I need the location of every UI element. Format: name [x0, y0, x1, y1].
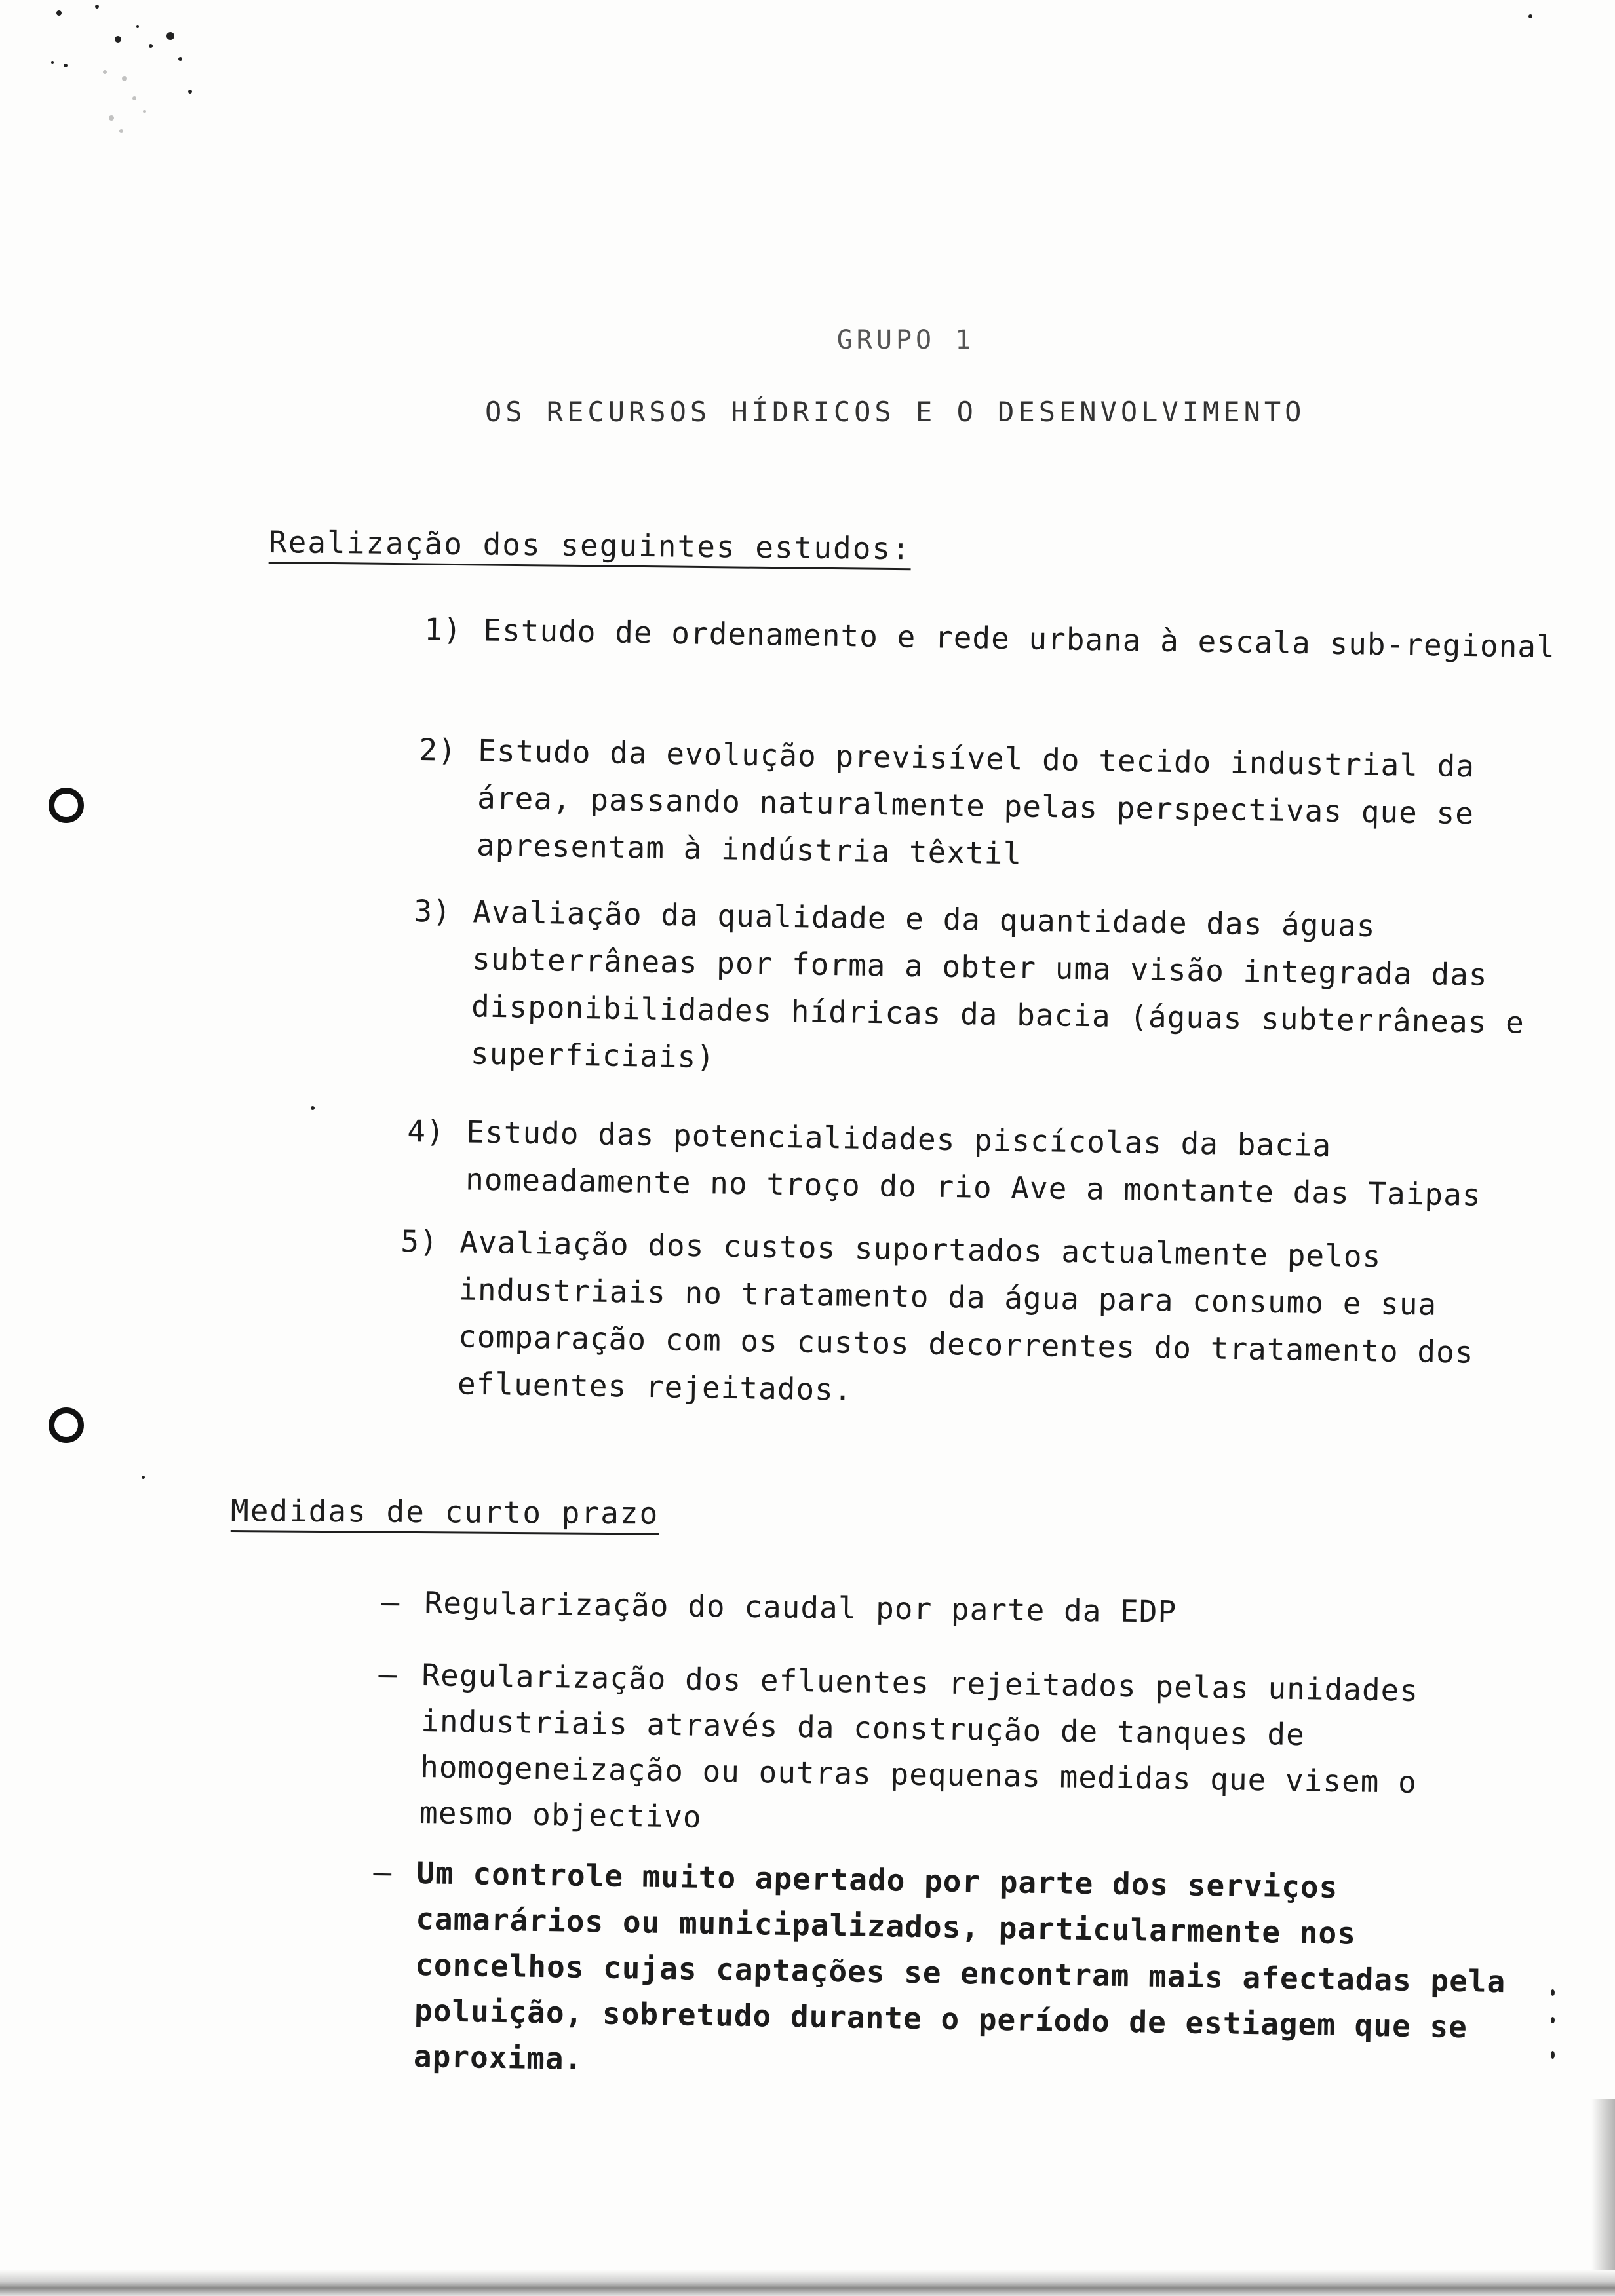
measure-item	[381, 1579, 1526, 1639]
study-item	[418, 726, 1560, 885]
punch-hole	[49, 1407, 84, 1443]
scan-edge-shadow	[1591, 2099, 1615, 2270]
scan-speck	[142, 1476, 145, 1479]
study-item	[406, 1107, 1548, 1219]
item-text: Estudo das potencialidades piscícolas da bacia nomeadamente no troço do rio Ave a montante das Taipas	[465, 1114, 1482, 1213]
scan-speck	[311, 1106, 315, 1110]
study-item	[398, 1217, 1541, 1424]
scan-speck	[1551, 2051, 1555, 2059]
item-dash: –	[381, 1584, 400, 1620]
item-text: Estudo de ordenamento e rede urbana à escala sub-regional	[482, 612, 1556, 665]
item-number: 4)	[407, 1113, 446, 1149]
item-text: Um controle muito apertado por parte dos serviços camarários ou municipalizados, particularmente nos concelhos cujas captações se encontram mais afectadas pela poluição, sobretudo durante o período de estiagem que se aproxima.	[413, 1855, 1506, 2077]
item-number: 5)	[400, 1223, 439, 1259]
scan-speck	[1528, 14, 1532, 18]
measure-item	[370, 1849, 1518, 2096]
item-text: Estudo da evolução previsível do tecido industrial da área, passando naturalmente pelas perspectivas que se apresentam à indústria têxtil	[476, 733, 1475, 871]
study-item	[424, 605, 1565, 670]
item-dash: –	[378, 1656, 398, 1693]
item-text: Regularização dos efluentes rejeitados pelas unidades industriais através da construção de tanques de homogeneização ou outras pequenas medidas que visem o mesmo objectivo	[419, 1657, 1419, 1835]
study-item	[411, 887, 1554, 1094]
item-text: Regularização do caudal por parte da EDP	[424, 1584, 1177, 1630]
scan-speck	[1551, 2017, 1555, 2023]
scan-noise-mark	[39, 0, 210, 157]
item-text: Avaliação da qualidade e da quantidade das águas subterrâneas por forma a obter uma visão integrada das disponibilidades hídricas da bacia (águas subterrâneas e superficiais)	[470, 894, 1525, 1075]
scan-bottom-edge	[0, 2270, 1615, 2296]
item-text: Avaliação dos custos suportados actualmente pelos industriais no tratamento da água para consumo e sua comparação com os custos decorrentes do tratamento dos efluentes rejeitados.	[457, 1224, 1474, 1407]
item-number: 2)	[419, 731, 457, 768]
scan-speck	[1551, 1989, 1555, 1996]
main-title: OS RECURSOS HÍDRICOS E O DESENVOLVIMENTO	[485, 396, 1306, 428]
item-number: 3)	[414, 892, 452, 929]
measure-item	[376, 1651, 1523, 1852]
item-number: 1)	[424, 611, 463, 647]
item-dash: –	[373, 1854, 393, 1890]
section-heading-short-term: Medidas de curto prazo	[230, 1493, 659, 1531]
section-heading-studies: Realização dos seguintes estudos:	[268, 524, 912, 567]
punch-hole	[49, 788, 84, 823]
group-title: GRUPO 1	[836, 325, 975, 355]
